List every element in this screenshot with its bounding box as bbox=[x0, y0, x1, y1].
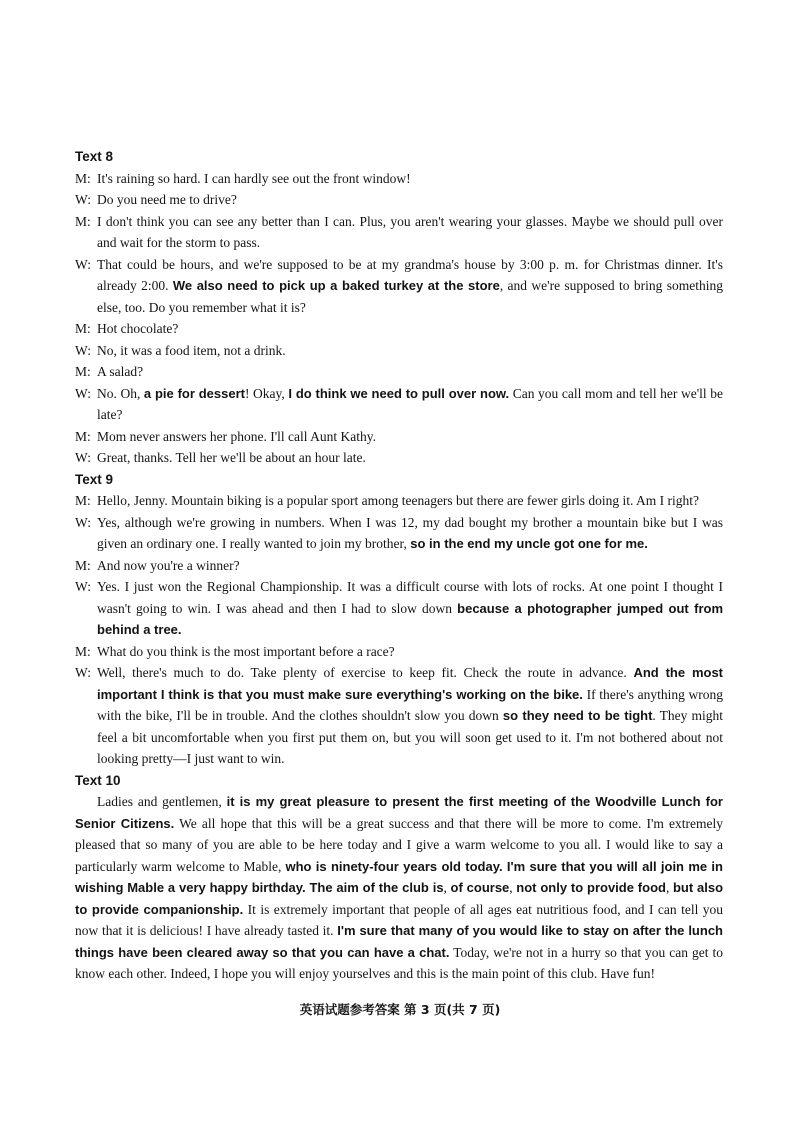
dialogue-line bbox=[75, 576, 723, 641]
highlighted-answer: because a photographer jumped out from behind a tree. bbox=[97, 600, 724, 637]
text-span: . They might feel a bit uncomfortable when you first put them on, but you will soon get used to it. I'm not bothered about not looking pretty—I just want to win. bbox=[97, 708, 723, 766]
text10-title: Text 10 bbox=[75, 772, 121, 788]
text-span: Great, thanks. Tell her we'll be about an hour late. bbox=[97, 450, 366, 465]
highlighted-answer: not only to provide food bbox=[516, 880, 666, 895]
speaker-label: W: bbox=[75, 450, 91, 465]
speaker-label: W: bbox=[75, 665, 91, 680]
text-span: And now you're a winner? bbox=[97, 557, 240, 573]
speaker-label: M: bbox=[75, 213, 91, 229]
dialogue-line bbox=[75, 383, 723, 426]
dialogue-line bbox=[75, 189, 723, 211]
dialogue-line bbox=[75, 318, 723, 340]
text8-dialogue bbox=[75, 168, 723, 469]
speaker-label: M: bbox=[75, 321, 91, 336]
text-span: Ladies and gentlemen, bbox=[97, 794, 227, 809]
highlighted-answer: so they need to be tight bbox=[502, 708, 653, 723]
text9-dialogue bbox=[75, 490, 723, 770]
dialogue-line bbox=[75, 211, 723, 254]
text-span: Yes, although we're growing in numbers. When I was 12, my dad bought my brother a mountain bike but I was given an ordinary one. I really wanted to join my brother, bbox=[97, 514, 723, 551]
speaker-label: M: bbox=[75, 428, 91, 444]
text-span: , and we're supposed to bring something else, too. Do you remember what it is? bbox=[97, 278, 723, 315]
text-span: No. Oh, bbox=[97, 385, 144, 401]
highlighted-answer: of course bbox=[450, 880, 510, 895]
answer-page bbox=[75, 146, 723, 985]
text-span: We all hope that this will be a great success and that there will be more to come. I'm extremely pleased that so many of you are able to be here today and I give a warm welcome to you all. I would like to say a particularly warm welcome to Mable, bbox=[75, 815, 723, 874]
dialogue-line bbox=[75, 426, 723, 448]
text-span: Hello, Jenny. Mountain biking is a popular sport among teenagers but there are fewer girls doing it. Am I right? bbox=[97, 493, 699, 508]
highlighted-answer: We also need to pick up a baked turkey at the store bbox=[172, 278, 500, 293]
highlighted-answer: so in the end my uncle got one for me. bbox=[410, 536, 648, 551]
speaker-label: M: bbox=[75, 643, 91, 659]
dialogue-line bbox=[75, 641, 723, 663]
speaker-label: W: bbox=[75, 385, 91, 401]
text-span: What do you think is the most important before a race? bbox=[97, 643, 395, 659]
highlighted-answer: And the most important I think is that you must make sure everything's working on the bike. bbox=[97, 665, 723, 702]
dialogue-line bbox=[75, 512, 723, 555]
text-span: Can you call mom and tell her we'll be late? bbox=[97, 385, 724, 422]
text9-section bbox=[75, 469, 723, 770]
text-span: Hot chocolate? bbox=[97, 321, 179, 336]
speaker-label: W: bbox=[75, 514, 91, 530]
text-span: , bbox=[665, 880, 673, 895]
dialogue-line bbox=[75, 490, 723, 512]
highlighted-answer: but also to provide companionship. bbox=[75, 880, 724, 917]
dialogue-line bbox=[75, 168, 723, 190]
text10-paragraph bbox=[75, 791, 723, 985]
text-span: If there's anything wrong with the bike, I'll be in trouble. And the clothes shouldn't slow you down bbox=[97, 686, 723, 723]
speaker-label: W: bbox=[75, 342, 91, 358]
text-span: No, it was a food item, not a drink. bbox=[97, 342, 286, 358]
text-span: Mom never answers her phone. I'll call Aunt Kathy. bbox=[97, 428, 376, 444]
text-span: It is extremely important that people of all ages eat nutritious food, and I can tell you now that it is delicious! I have already tasted it. bbox=[75, 901, 723, 938]
text-span: , bbox=[509, 880, 517, 895]
dialogue-line bbox=[75, 254, 723, 319]
highlighted-answer: who is ninety-four years old today. I'm sure that you will all join me in wishing Mable a very happy birthday. The aim of the club is bbox=[75, 858, 723, 895]
text8-title: Text 8 bbox=[75, 149, 114, 164]
highlighted-answer: I do think we need to pull over now. bbox=[288, 385, 510, 401]
page-footer: 英语试题参考答案 第 3 页(共 7 页) bbox=[299, 1002, 501, 1017]
text-span: That could be hours, and we're supposed to be at my grandma's house by 3:00 p. m. for Christmas dinner. It's already 2:00. bbox=[97, 256, 723, 293]
text-span: It's raining so hard. I can hardly see out the front window! bbox=[97, 170, 411, 186]
text-span: ! Okay, bbox=[244, 385, 289, 401]
text-span: A salad? bbox=[97, 364, 144, 379]
text-span: Well, there's much to do. Take plenty of exercise to keep fit. Check the route in advance. bbox=[97, 665, 634, 680]
text-span: , bbox=[443, 880, 451, 895]
highlighted-answer: it is my great pleasure to present the first meeting of the Woodville Lunch for Senior Citizens. bbox=[75, 794, 723, 831]
speaker-label: M: bbox=[75, 364, 91, 379]
speaker-label: M: bbox=[75, 170, 91, 186]
text-span: Do you need me to drive? bbox=[97, 192, 237, 207]
text10-section bbox=[75, 770, 723, 985]
speaker-label: M: bbox=[75, 557, 91, 573]
text-span: I don't think you can see any better than I can. Plus, you aren't wearing your glasses. Maybe we should pull over and wait for the storm to pass. bbox=[97, 213, 723, 250]
dialogue-line bbox=[75, 662, 723, 770]
text-span: Yes. I just won the Regional Championship. It was a difficult course with lots of rocks. At one point I thought I wasn't going to win. I was ahead and then I had to slow down bbox=[97, 579, 723, 616]
text9-title: Text 9 bbox=[75, 471, 114, 487]
dialogue-line bbox=[75, 555, 723, 577]
speaker-label: W: bbox=[75, 256, 91, 272]
speaker-label: M: bbox=[75, 493, 91, 508]
highlighted-answer: I'm sure that many of you would like to stay on after the lunch things have been cleared away so that you can have a chat. bbox=[75, 923, 723, 960]
speaker-label: W: bbox=[75, 192, 91, 207]
highlighted-answer: a pie for dessert bbox=[143, 385, 245, 401]
speaker-label: W: bbox=[75, 579, 91, 594]
text-span: Today, we're not in a hurry so that you can get to know each other. Indeed, I hope you will enjoy yourselves and this is the main point of this club. Have fun! bbox=[75, 944, 723, 981]
text8-section bbox=[75, 146, 723, 469]
dialogue-line bbox=[75, 361, 723, 383]
dialogue-line bbox=[75, 447, 723, 469]
dialogue-line bbox=[75, 340, 723, 362]
